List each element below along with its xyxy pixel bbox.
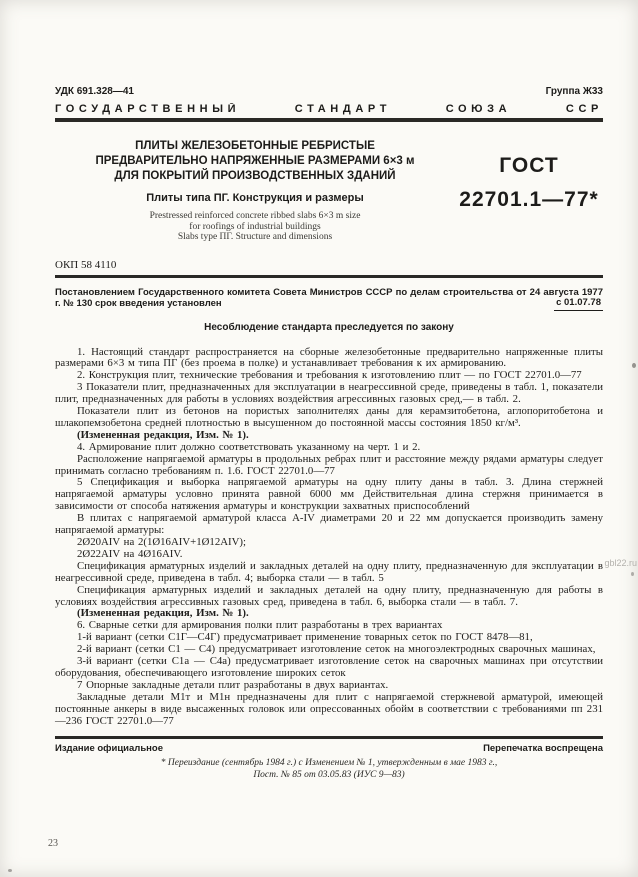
doc-title-english-line1: Prestressed reinforced concrete ribbed slabs 6×3 m size — [149, 211, 361, 221]
effective-date: с 01.07.78 — [554, 297, 603, 311]
body-paragraph: (Измененная редакция, Изм. № 1). — [77, 428, 249, 441]
doc-title-english-line2: for roofings of industrial buildings — [189, 221, 321, 232]
revision-footnote — [55, 757, 603, 781]
okp-code: ОКП 58 4110 — [55, 258, 117, 271]
scan-speck — [8, 869, 12, 872]
okp-rule — [55, 275, 603, 278]
body-paragraph: Расположение напрягаемой арматуры в продольных ребрах плит и расстояние между рядами арматуры следует принимать согласно требованиям п. 1.6. ГОСТ 22701.0—77 — [55, 452, 603, 477]
reprint-forbidden-label: Перепечатка воспрещена — [483, 742, 603, 754]
body-paragraph: Спецификация арматурных изделий и закладных деталей на одну плиту, предназначенную для эксплуатации в неагрессивной среде, приведена в табл. 4; выборка стали — в табл. 5 — [55, 559, 603, 584]
udk-code: УДК 691.328—41 — [55, 86, 134, 97]
footer-row — [55, 743, 603, 754]
footer-rule — [55, 736, 603, 739]
body-paragraph: 4. Армирование плит должно соответствовать указанному на черт. 1 и 2. — [77, 440, 421, 453]
body-paragraph: Закладные детали М1т и М1н предназначены для плит с напрягаемой стержневой арматурой, имеющей постоянные анкеры в виде высаженных головок или опрессованных обойм в соответствии с требованиями пп 231—236 ГОСТ 22701.0—77 — [55, 690, 603, 727]
body-paragraph: 2Ø22AIV на 4Ø16AIV. — [77, 547, 183, 560]
doc-title-line1: ПЛИТЫ ЖЕЛЕЗОБЕТОННЫЕ РЕБРИСТЫЕ — [135, 140, 375, 152]
doc-title-english-line3: Slabs type ПГ. Structure and dimensions — [177, 232, 333, 242]
body-paragraphs — [55, 347, 603, 728]
title-block — [55, 139, 603, 243]
body-paragraph: 2-й вариант (сетки С1 — С4) предусматривает изготовление сеток на многоэлектродных сварочных машинах, — [77, 643, 596, 656]
decree-block — [55, 287, 603, 310]
revision-footnote-line1: * Переиздание (сентябрь 1984 г.) с Изменением № 1, утвержденным в мае 1983 г., — [160, 757, 498, 768]
group-code: Группа Ж33 — [545, 86, 603, 97]
doc-title-line2: ПРЕДВАРИТЕЛЬНО НАПРЯЖЕННЫЕ РАЗМЕРАМИ 6×3 м — [95, 155, 415, 167]
scan-speck — [632, 363, 636, 368]
gost-number: 22701.1—77* — [459, 188, 599, 211]
gost-label: ГОСТ — [499, 154, 559, 177]
doc-subtitle: Плиты типа ПГ. Конструкция и размеры — [146, 192, 364, 204]
body-paragraph: В плитах с напрягаемой арматурой класса А-IV диаметрами 20 и 22 мм допускается производить замену напрягаемой арматуры: — [55, 512, 603, 537]
watermark: gbl22.ru — [604, 558, 637, 568]
body-paragraph: (Измененная редакция, Изм. № 1). — [77, 607, 249, 620]
body-paragraph: 6. Сварные сетки для армирования полки плит разработаны в трех вариантах — [77, 619, 443, 632]
body-paragraph: 2. Конструкция плит, технические требования и требования к изготовлению плит — по ГОСТ 22701.0—77 — [77, 369, 582, 382]
doc-title-english — [55, 211, 455, 243]
title-left-column — [55, 139, 455, 243]
body-paragraph: 3 Показатели плит, предназначенных для эксплуатации в неагрессивной среде, приведены в табл. 1, показатели плит, предназначенных для работы в условиях воздействия агрессивных газовых сред,— в табл. 2. — [55, 381, 603, 406]
top-meta-row — [55, 86, 603, 97]
body-paragraph: 5 Спецификация и выборка напрягаемой арматуры на одну плиту даны в табл. 3. Длина стержней напрягаемой арматуры условно принята равной 6000 мм Действительная длина стержня принимается в зависимости от способа натяжения арматуры и конструкции захватных приспособлений — [55, 476, 603, 513]
body-paragraph: 1-й вариант (сетки С1Г—С4Г) предусматривает применение товарных сеток по ГОСТ 8478—81, — [77, 631, 533, 644]
law-notice: Несоблюдение стандарта преследуется по закону — [204, 321, 454, 333]
page-content — [55, 0, 603, 781]
body-paragraph: 1. Настоящий стандарт распространяется на сборные железобетонные предварительно напряженные плиты размерами 6×3 м типа ПГ (без проема в полке) и устанавливает требования к их армированию. — [55, 345, 603, 370]
body-paragraph: 2Ø20AIV на 2(1Ø16AIV+1Ø12AIV); — [77, 536, 246, 548]
header-rule — [55, 118, 603, 122]
page-number: 23 — [48, 838, 58, 849]
scan-speck — [631, 572, 634, 576]
body-paragraph: 3-й вариант (сетки С1а — С4а) предусматривает изготовление сеток на сварочных машинах при отсутствии оборудования, обеспечивающего изготовление широких сеток — [55, 655, 603, 679]
doc-title-line3: ДЛЯ ПОКРЫТИЙ ПРОИЗВОДСТВЕННЫХ ЗДАНИЙ — [114, 170, 396, 182]
doc-title — [55, 139, 455, 184]
state-standard-line: ГОСУДАРСТВЕННЫЙ СТАНДАРТ СОЮЗА ССР — [55, 103, 603, 115]
gost-number-block — [455, 139, 603, 243]
official-edition-label: Издание официальное — [55, 742, 163, 754]
body-paragraph: 7 Опорные закладные детали плит разработаны в двух вариантах. — [77, 678, 389, 691]
body-paragraph: Показатели плит из бетонов на пористых заполнителях даны для керамзитобетона, аглопоритобетона и шлакопемзобетона средней плотностью в высушенном до постоянной массы состояния 1850 кг/м³. — [55, 405, 603, 429]
decree-text: Постановлением Государственного комитета Совета Министров СССР по делам строительства от 24 августа 1977 г. № 130 срок введения установлен — [55, 286, 603, 309]
revision-footnote-line2: Пост. № 85 от 03.05.83 (ИУС 9—83) — [253, 769, 405, 780]
body-paragraph: Спецификация арматурных изделий и закладных деталей на одну плиту, предназначенную для работы в условиях воздействия агрессивных газовых сред, приведена в табл. 6, выборка стали — в табл. 7. — [55, 583, 603, 608]
